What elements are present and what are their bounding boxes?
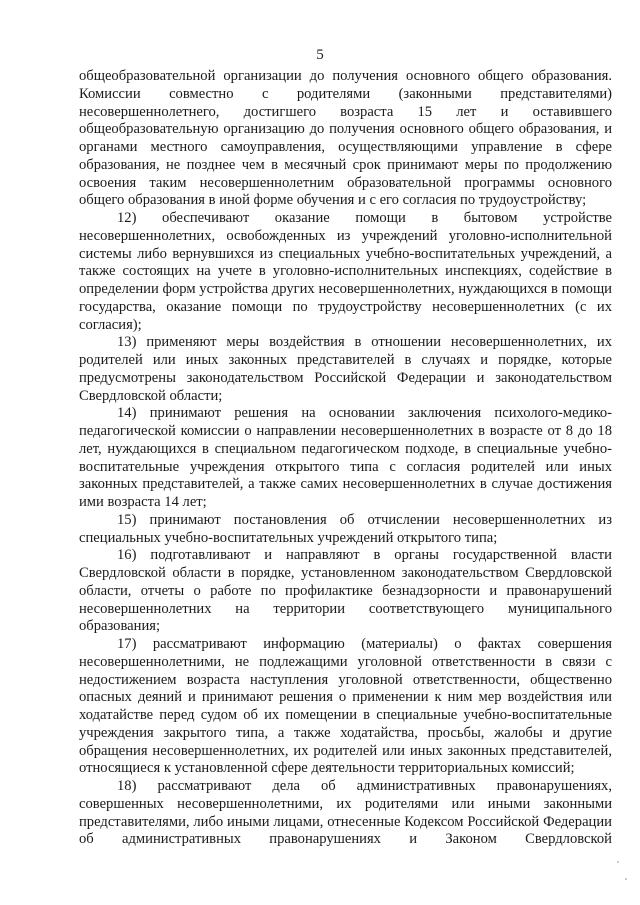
page-number: 5	[316, 47, 324, 63]
paragraph-item-14: 14) принимают решения на основании заключения психолого-медико-педагогической комиссии о направлении несовершеннолетних в возрасте от 8 до 18 лет, нуждающихся в специальном педагогическом подходе, в специальные учебно-воспитательные учреждения открытого типа с согласия родителей или иных законных представителей, а также самих несовершеннолетних в случае достижения ими возраста 14 лет;	[79, 405, 612, 510]
paragraph-item-13: 13) применяют меры воздействия в отношении несовершеннолетних, их родителей или иных законных представителей в случаях и порядке, которые предусмотрены законодательством Российской Федерации и законодательством Свердловской области;	[79, 334, 612, 404]
scan-speck	[625, 878, 627, 880]
paragraph-item-15: 15) принимают постановления об отчислении несовершеннолетних из специальных учебно-воспитательных учреждений открытого типа;	[79, 511, 612, 546]
paragraph-item-16: 16) подготавливают и направляют в органы государственной власти Свердловской области в порядке, установленном законодательством Свердловской области, отчеты о работе по профилактике безнадзорности и правонарушений несовершеннолетних на территории соответствующего муниципального образования;	[79, 547, 612, 635]
paragraph-continuation: общеобразовательной организации до получения основного общего образования. Комиссии совместно с родителями (законными представителями) несовершеннолетнего, достигшего возраста 15 лет и оставившего общеобразовательную организацию до получения основного общего образования, и органами местного самоуправления, осуществляющими управление в сфере образования, не позднее чем в месячный срок принимают меры по продолжению освоения таким несовершеннолетним образовательной программы основного общего образования в иной форме обучения и с его согласия по трудоустройству;	[79, 68, 612, 209]
paragraph-item-18: 18) рассматривают дела об административных правонарушениях, совершенных несовершеннолетними, их родителями или иными законными представителями, либо иными лицами, отнесенные Кодексом Российской Федерации об административных правонарушениях и Законом Свердловской	[79, 778, 612, 848]
paragraph-item-17: 17) рассматривают информацию (материалы) о фактах совершения несовершеннолетними, не подлежащими уголовной ответственности в связи с недостижением возраста наступления уголовной ответственности, общественно опасных деяний и принимают решения о применении к ним мер воздействия или ходатайстве перед судом об их помещении в специальные учебно-воспитательные учреждения закрытого типа, а также ходатайства, просьбы, жалобы и другие обращения несовершеннолетних, их родителей или иных законных представителей, относящиеся к установленной сфере деятельности территориальных комиссий;	[79, 636, 612, 777]
document-body	[79, 68, 612, 849]
scan-speck	[617, 861, 619, 863]
paragraph-item-12: 12) обеспечивают оказание помощи в бытовом устройстве несовершеннолетних, освобожденных из учреждений уголовно-исполнительной системы либо вернувшихся из специальных учебно-воспитательных учреждений, а также состоящих на учете в уголовно-исполнительных инспекциях, содействие в определении форм устройства других несовершеннолетних, нуждающихся в помощи государства, оказание помощи по трудоустройству несовершеннолетних (с их согласия);	[79, 210, 612, 333]
